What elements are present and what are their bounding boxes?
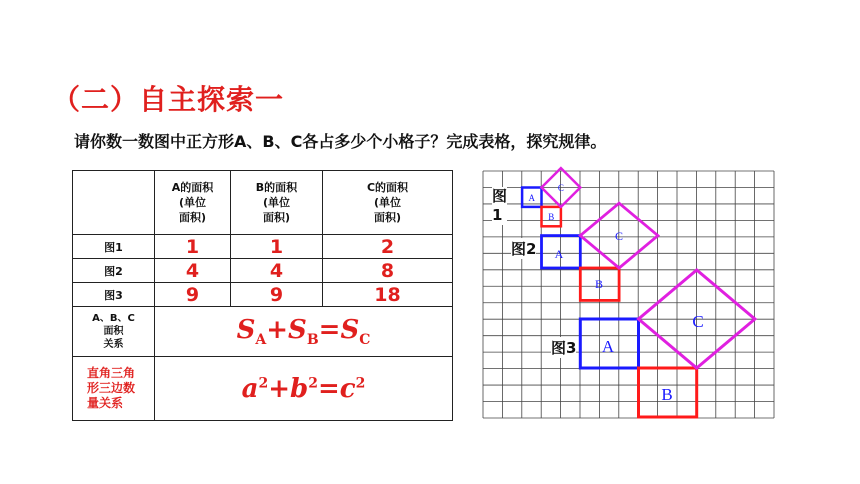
header-a-text: A的面积 (单位 面积)	[171, 181, 214, 224]
formula-eq: =	[318, 314, 341, 345]
fig3-label-b: B	[661, 385, 673, 404]
fig2-a-value: 4	[155, 259, 231, 283]
formula-plus: +	[266, 314, 289, 345]
fig1-label-a: A	[528, 193, 536, 203]
header-c-text: C的面积 (单位 面积)	[366, 181, 409, 224]
fig2-c-value: 8	[323, 259, 453, 283]
fig3-label-a: A	[601, 337, 615, 356]
formula-sub-c: C	[359, 332, 371, 349]
page-title: （二）自主探索一	[52, 83, 285, 116]
formula-sub-b: B	[306, 332, 319, 349]
fig3-c-value: 18	[323, 283, 453, 307]
fig3-label: 图3	[551, 339, 577, 357]
fig1-label-c: C	[557, 183, 564, 193]
fig3-a-value: 9	[155, 283, 231, 307]
triangle-label-text: 直角三角 形三边数 量关系	[87, 366, 136, 410]
fig2-label-c: C	[614, 229, 624, 243]
formula-s-b: S	[288, 314, 307, 345]
fig1-label-b: B	[548, 212, 555, 222]
fig2-label: 图2	[511, 240, 537, 258]
row-label-fig2: 图2	[73, 259, 155, 283]
formula-exp-b: 2	[308, 374, 318, 391]
figure-3	[580, 270, 755, 417]
relation-label-text: A、B、C 面积 关系	[92, 313, 135, 350]
question-text: 请你数一数图中正方形A、B、C各占多少个小格子？完成表格，探究规律。	[74, 132, 607, 151]
fig1-b-value: 1	[231, 235, 323, 259]
formula-c: c	[339, 373, 356, 404]
fig2-label-b: B	[594, 277, 604, 291]
formula-exp-a: 2	[258, 374, 269, 391]
figure-1	[522, 168, 580, 226]
formula-s-a: S	[236, 314, 256, 345]
formula-s-c: S	[340, 314, 360, 345]
formula-a: a	[241, 373, 259, 404]
row-label-fig1: 图1	[73, 235, 155, 259]
formula-b: b	[290, 373, 309, 404]
fig2-b-value: 4	[231, 259, 323, 283]
header-b-text: B的面积 (单位 面积)	[255, 181, 298, 224]
fig1-label: 图 1	[492, 187, 508, 224]
row-label-fig3: 图3	[73, 283, 155, 307]
fig1-a-value: 1	[155, 235, 231, 259]
fig3-b-value: 9	[231, 283, 323, 307]
formula-eq-2: =	[317, 373, 340, 404]
fig3-label-c: C	[692, 312, 704, 331]
figure-2	[542, 203, 658, 300]
formula-plus-2: +	[268, 373, 291, 404]
fig2-label-a: A	[554, 247, 564, 261]
formula-exp-c: 2	[355, 374, 366, 391]
fig1-c-value: 2	[323, 235, 453, 259]
formula-sub-a: A	[255, 332, 267, 349]
